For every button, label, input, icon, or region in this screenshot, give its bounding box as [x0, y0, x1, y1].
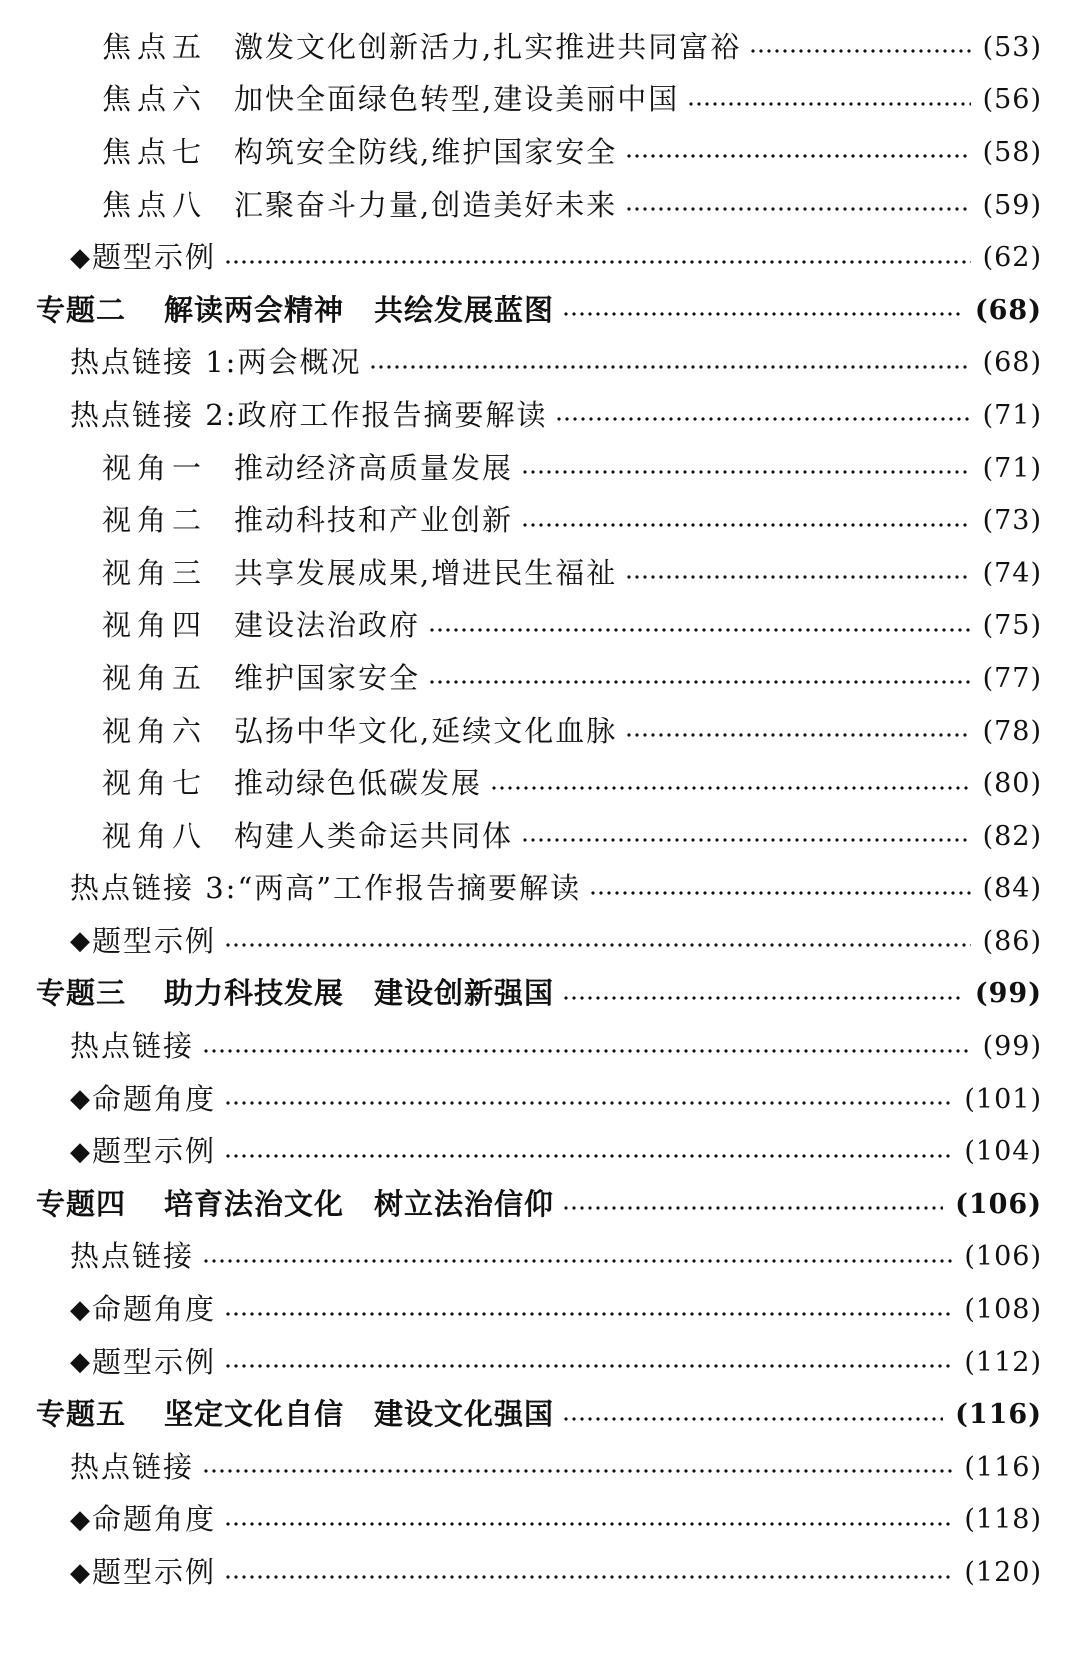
toc-entry-heading: [36, 976, 555, 1011]
toc-page-number: (73): [982, 505, 1042, 537]
toc-page-number: (118): [964, 1504, 1042, 1536]
toc-entry-row[interactable]: [36, 337, 1042, 390]
toc-page-number: (56): [982, 84, 1042, 116]
toc-page-number: (77): [982, 662, 1042, 694]
diamond-bullet-icon: ◆: [70, 242, 90, 273]
dot-leader: [224, 1363, 952, 1369]
toc-entry-heading: [102, 503, 514, 538]
dot-leader: [369, 364, 970, 370]
dot-leader: [625, 206, 970, 212]
toc-entry-title: 推动科技和产业创新: [234, 503, 514, 538]
toc-entry-row[interactable]: [36, 810, 1042, 863]
toc-entry-row[interactable]: [36, 1020, 1042, 1073]
toc-entry-label: 专题四: [36, 1186, 127, 1221]
diamond-bullet-icon: ◆: [70, 1347, 90, 1378]
toc-page-number: (71): [982, 452, 1042, 484]
dot-leader: [521, 522, 971, 528]
toc-entry-title: 推动绿色低碳发展: [234, 766, 483, 801]
toc-entry-heading: [102, 555, 618, 590]
toc-page-number: (101): [964, 1083, 1042, 1115]
toc-entry-row[interactable]: [36, 652, 1042, 705]
toc-entry-label: 专题五: [36, 1397, 127, 1432]
toc-entry-heading: [102, 608, 421, 643]
toc-entry-heading: [102, 766, 483, 801]
toc-entry-title: 共享发展成果,增进民生福祉: [234, 555, 618, 590]
toc-entry-title: 解读两会精神 共绘发展蓝图: [164, 292, 555, 327]
toc-entry-row[interactable]: [36, 705, 1042, 758]
toc-entry-row[interactable]: [36, 231, 1042, 284]
toc-page-number: (68): [974, 294, 1042, 326]
toc-entry-heading: [36, 292, 555, 327]
toc-entry-heading: [102, 29, 742, 64]
dot-leader: [202, 1468, 952, 1474]
toc-entry-title: 培育法治文化 树立法治信仰: [164, 1186, 555, 1221]
toc-chapter-row[interactable]: [36, 284, 1042, 337]
toc-page-number: (62): [982, 242, 1042, 274]
dot-leader: [687, 101, 970, 107]
toc-entry-row[interactable]: [36, 1494, 1042, 1547]
toc-page-number: (68): [982, 347, 1042, 379]
dot-leader: [521, 469, 971, 475]
toc-page-number: (53): [982, 31, 1042, 63]
toc-page-number: (74): [982, 557, 1042, 589]
toc-entry-heading: [70, 1239, 195, 1274]
toc-entry-label: 视角八: [102, 818, 208, 853]
toc-entry-heading: [70, 871, 582, 906]
diamond-bullet-icon: ◆: [70, 1136, 90, 1167]
toc-entry-heading: [70, 1134, 217, 1169]
toc-entry-row[interactable]: [36, 1231, 1042, 1284]
dot-leader: [562, 995, 963, 1001]
toc-entry-title: 构筑安全防线,维护国家安全: [234, 134, 618, 169]
toc-entry-heading: [70, 1449, 195, 1484]
toc-entry-label: 焦点六: [102, 82, 208, 117]
toc-entry-row[interactable]: [36, 126, 1042, 179]
toc-entry-label: 视角三: [102, 555, 208, 590]
toc-entry-title: 加快全面绿色转型,建设美丽中国: [234, 82, 680, 117]
toc-page-number: (82): [982, 820, 1042, 852]
toc-entry-heading: [36, 1397, 555, 1432]
toc-page-number: (112): [964, 1346, 1042, 1378]
toc-entry-label: 专题二: [36, 292, 127, 327]
toc-entry-label: 视角七: [102, 766, 208, 801]
toc-entry-heading: [102, 818, 514, 853]
toc-entry-title: 命题角度: [92, 1502, 217, 1537]
toc-entry-title: 推动经济高质量发展: [234, 450, 514, 485]
toc-page-number: (78): [982, 715, 1042, 747]
toc-entry-row[interactable]: [36, 863, 1042, 916]
toc-entry-label: 焦点五: [102, 29, 208, 64]
toc-entry-heading: [70, 1344, 217, 1379]
toc-entry-title: 题型示例: [92, 240, 217, 275]
toc-entry-row[interactable]: [36, 389, 1042, 442]
toc-entry-title: 维护国家安全: [234, 660, 421, 695]
dot-leader: [224, 1311, 952, 1317]
toc-page-number: (86): [982, 925, 1042, 957]
toc-entry-title: 坚定文化自信 建设文化强国: [164, 1397, 555, 1432]
dot-leader: [224, 1100, 952, 1106]
toc-page-number: (58): [982, 136, 1042, 168]
dot-leader: [202, 1258, 952, 1264]
toc-entry-row[interactable]: [36, 600, 1042, 653]
toc-entry-heading: [102, 450, 514, 485]
toc-entry-title: 热点链接 3:“两高”工作报告摘要解读: [70, 871, 582, 906]
toc-entry-label: 视角二: [102, 503, 208, 538]
toc-chapter-row[interactable]: [36, 1178, 1042, 1231]
toc-page-number: (59): [982, 189, 1042, 221]
toc-chapter-row[interactable]: [36, 968, 1042, 1021]
toc-entry-title: 助力科技发展 建设创新强国: [164, 976, 555, 1011]
toc-page-number: (116): [955, 1399, 1042, 1431]
toc-entry-label: 视角一: [102, 450, 208, 485]
dot-leader: [625, 574, 970, 580]
toc-entry-title: 题型示例: [92, 1344, 217, 1379]
toc-entry-title: 热点链接: [70, 1449, 195, 1484]
toc-entry-heading: [102, 82, 680, 117]
toc-page-number: (116): [964, 1451, 1042, 1483]
dot-leader: [428, 627, 971, 633]
toc-entry-heading: [70, 1292, 217, 1327]
toc-entry-row[interactable]: [36, 494, 1042, 547]
dot-leader: [749, 48, 970, 54]
toc-entry-label: 视角四: [102, 608, 208, 643]
toc-entry-title: 构建人类命运共同体: [234, 818, 514, 853]
toc-entry-title: 弘扬中华文化,延续文化血脉: [234, 713, 618, 748]
toc-entry-heading: [102, 660, 421, 695]
toc-entry-heading: [70, 240, 217, 275]
dot-leader: [224, 1153, 952, 1159]
toc-entry-row[interactable]: [36, 547, 1042, 600]
toc-entry-title: 热点链接 1:两会概况: [70, 345, 362, 380]
toc-entry-heading: [102, 134, 618, 169]
toc-entry-heading: [70, 1029, 195, 1064]
dot-leader: [224, 1574, 952, 1580]
toc-entry-label: 视角六: [102, 713, 208, 748]
table-of-contents: [36, 21, 1042, 1599]
toc-entry-heading: [70, 1555, 217, 1590]
dot-leader: [625, 153, 970, 159]
toc-page-number: (80): [982, 768, 1042, 800]
toc-page-number: (106): [964, 1241, 1042, 1273]
dot-leader: [490, 785, 971, 791]
diamond-bullet-icon: ◆: [70, 1557, 90, 1588]
diamond-bullet-icon: ◆: [70, 1504, 90, 1535]
toc-entry-title: 命题角度: [92, 1081, 217, 1116]
diamond-bullet-icon: ◆: [70, 1294, 90, 1325]
dot-leader: [589, 890, 970, 896]
toc-entry-row[interactable]: [36, 1441, 1042, 1494]
dot-leader: [428, 679, 971, 685]
dot-leader: [224, 942, 971, 948]
toc-entry-row[interactable]: [36, 1336, 1042, 1389]
dot-leader: [562, 1205, 943, 1211]
toc-entry-title: 题型示例: [92, 923, 217, 958]
toc-entry-title: 热点链接 2:政府工作报告摘要解读: [70, 397, 548, 432]
dot-leader: [562, 311, 963, 317]
toc-entry-heading: [70, 923, 217, 958]
toc-entry-row[interactable]: [36, 21, 1042, 74]
dot-leader: [224, 259, 971, 265]
toc-entry-heading: [102, 713, 618, 748]
dot-leader: [555, 416, 970, 422]
dot-leader: [521, 837, 971, 843]
toc-entry-title: 汇聚奋斗力量,创造美好未来: [234, 187, 618, 222]
toc-page-number: (104): [964, 1136, 1042, 1168]
toc-entry-title: 建设法治政府: [234, 608, 421, 643]
toc-entry-row[interactable]: [36, 74, 1042, 127]
toc-entry-heading: [102, 187, 618, 222]
toc-entry-row[interactable]: [36, 1546, 1042, 1599]
toc-entry-title: 题型示例: [92, 1134, 217, 1169]
diamond-bullet-icon: ◆: [70, 1084, 90, 1115]
toc-entry-heading: [70, 397, 548, 432]
toc-entry-row[interactable]: [36, 915, 1042, 968]
diamond-bullet-icon: ◆: [70, 926, 90, 957]
toc-entry-title: 激发文化创新活力,扎实推进共同富裕: [234, 29, 742, 64]
toc-entry-label: 焦点八: [102, 187, 208, 222]
dot-leader: [202, 1048, 971, 1054]
toc-entry-row[interactable]: [36, 1283, 1042, 1336]
toc-page-number: (99): [982, 1031, 1042, 1063]
toc-page-number: (106): [955, 1188, 1042, 1220]
toc-page-number: (120): [964, 1557, 1042, 1589]
toc-entry-title: 热点链接: [70, 1029, 195, 1064]
toc-page-number: (108): [964, 1294, 1042, 1326]
toc-entry-label: 视角五: [102, 660, 208, 695]
toc-entry-heading: [70, 1502, 217, 1537]
toc-entry-label: 焦点七: [102, 134, 208, 169]
toc-page-number: (75): [982, 610, 1042, 642]
toc-page-number: (71): [982, 399, 1042, 431]
dot-leader: [562, 1416, 943, 1422]
toc-entry-row[interactable]: [36, 1073, 1042, 1126]
toc-entry-title: 热点链接: [70, 1239, 195, 1274]
toc-entry-label: 专题三: [36, 976, 127, 1011]
toc-entry-title: 题型示例: [92, 1555, 217, 1590]
dot-leader: [224, 1521, 952, 1527]
toc-entry-row[interactable]: [36, 1125, 1042, 1178]
toc-entry-title: 命题角度: [92, 1292, 217, 1327]
dot-leader: [625, 732, 970, 738]
toc-page-number: (84): [982, 873, 1042, 905]
toc-entry-row[interactable]: [36, 757, 1042, 810]
toc-entry-heading: [36, 1186, 555, 1221]
toc-chapter-row[interactable]: [36, 1388, 1042, 1441]
toc-page-number: (99): [974, 978, 1042, 1010]
toc-entry-row[interactable]: [36, 442, 1042, 495]
toc-entry-heading: [70, 1081, 217, 1116]
toc-entry-heading: [70, 345, 362, 380]
toc-entry-row[interactable]: [36, 179, 1042, 232]
